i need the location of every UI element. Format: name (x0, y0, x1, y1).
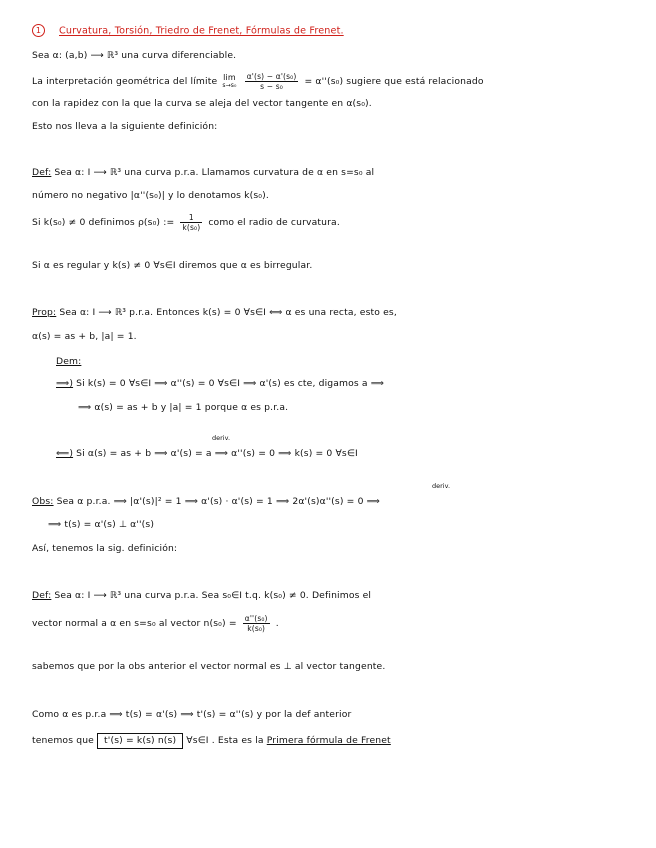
proof-forward-text: Si k(s) = 0 ∀s∈I ⟹ α''(s) = 0 ∀s∈I ⟹ α'(s) es cte, digamos a ⟹ (73, 378, 385, 389)
proof-forward-label: ⟹) (56, 378, 74, 389)
def1-line-3-end: como el radio de curvatura. (208, 217, 340, 228)
obs-line-3: Así, tenemos la sig. definición: (32, 543, 178, 554)
def2-line-2-start: vector normal a α en s=s₀ al vector n(s₀) = (32, 618, 237, 629)
frenet-formula-box: t'(s) = k(s) n(s) (97, 733, 183, 749)
radius-fraction-denominator: k(s₀) (182, 223, 201, 232)
prop-line-1 (32, 307, 397, 319)
obs-line-1-text: Sea α p.r.a. ⟹ |α'(s)|² = 1 ⟹ α'(s) · α'(s) = 1 ⟹ 2α'(s)α''(s) = 0 ⟹ (53, 496, 380, 507)
intro-line-2 (32, 72, 484, 91)
proof-backward-text: Si α(s) = as + b ⟹ α'(s) = a ⟹ α''(s) = 0 ⟹ k(s) = 0 ∀s∈I (73, 448, 358, 459)
intro-line-3: con la rapidez con la que la curva se aleja del vector tangente en α(s₀). (32, 98, 372, 109)
def1-line-3-start: Si k(s₀) ≠ 0 definimos ρ(s₀) := (32, 217, 175, 228)
final-line-1: Como α es p.r.a ⟹ t(s) = α'(s) ⟹ t'(s) = α''(s) y por la def anterior (32, 709, 352, 720)
normal-tangent-note: sabemos que por la obs anterior el vector normal es ⊥ al vector tangente. (32, 661, 386, 672)
def1-line-3 (32, 213, 340, 232)
final-line-2-start: tenemos que (32, 735, 94, 746)
proof-forward-line-2: ⟹ α(s) = as + b y |a| = 1 porque α es p.r.a. (78, 402, 289, 413)
normal-vector-fraction (243, 614, 270, 633)
def1-line-1 (32, 167, 374, 179)
difference-quotient (245, 72, 299, 91)
limit-subscript: s→s₀ (222, 81, 237, 89)
first-frenet-formula-label: Primera fórmula de Frenet (266, 735, 391, 746)
birregular-line: Si α es regular y k(s) ≠ 0 ∀s∈I diremos que α es birregular. (32, 260, 313, 271)
final-line-2 (32, 733, 391, 749)
def2-line-2 (32, 614, 279, 633)
limit-operator (222, 74, 236, 90)
radius-fraction (180, 213, 202, 232)
def1-line-2: número no negativo |α''(s₀)| y lo denotamos k(s₀). (32, 190, 269, 201)
section-number-badge: 1 (32, 24, 45, 37)
normal-vector-numerator: α''(s₀) (244, 614, 268, 623)
intro-line-2-end: = α''(s₀) sugiere que está relacionado (304, 76, 484, 87)
obs-label: Obs: (32, 496, 54, 507)
section-title-text: Curvatura, Torsión, Triedro de Frenet, Fórmulas de Frenet. (59, 25, 344, 37)
obs-line-2: ⟹ t(s) = α'(s) ⊥ α''(s) (48, 519, 155, 530)
intro-line-2-start: La interpretación geométrica del límite (32, 76, 218, 87)
def2-line-2-end: . (275, 618, 279, 629)
prop-line-1-text: Sea α: I ⟶ ℝ³ p.r.a. Entonces k(s) = 0 ∀s∈I ⟺ α es una recta, esto es, (56, 307, 397, 318)
prop-label: Prop: (32, 307, 57, 318)
proof-label: Dem: (56, 356, 82, 367)
intro-line-4: Esto nos lleva a la siguiente definición: (32, 121, 218, 132)
def2-line-1-text: Sea α: I ⟶ ℝ³ una curva p.r.a. Sea s₀∈I t.q. k(s₀) ≠ 0. Definimos el (51, 590, 372, 601)
def1-label: Def: (32, 167, 52, 178)
proof-backward-line (56, 448, 358, 460)
def2-label: Def: (32, 590, 52, 601)
intro-line-1: Sea α: (a,b) ⟶ ℝ³ una curva diferenciable. (32, 50, 237, 61)
deriv-annotation-1: deriv. (212, 434, 231, 442)
difference-quotient-denominator: s − s₀ (260, 82, 283, 91)
section-title (32, 24, 344, 38)
def2-line-1 (32, 590, 371, 602)
proof-backward-label: ⟸) (56, 448, 74, 459)
deriv-annotation-2: deriv. (432, 482, 451, 490)
final-line-2-middle: ∀s∈I . Esta es la (186, 735, 264, 746)
def1-line-1-text: Sea α: I ⟶ ℝ³ una curva p.r.a. Llamamos curvatura de α en s=s₀ al (51, 167, 375, 178)
limit-label: lim (223, 72, 236, 82)
radius-fraction-numerator: 1 (180, 213, 202, 223)
obs-line-1 (32, 496, 380, 508)
prop-line-2: α(s) = as + b, |a| = 1. (32, 331, 137, 342)
proof-forward-line-1 (56, 378, 384, 390)
difference-quotient-numerator: α'(s) − α'(s₀) (246, 72, 297, 81)
normal-vector-denominator: k(s₀) (247, 624, 266, 633)
